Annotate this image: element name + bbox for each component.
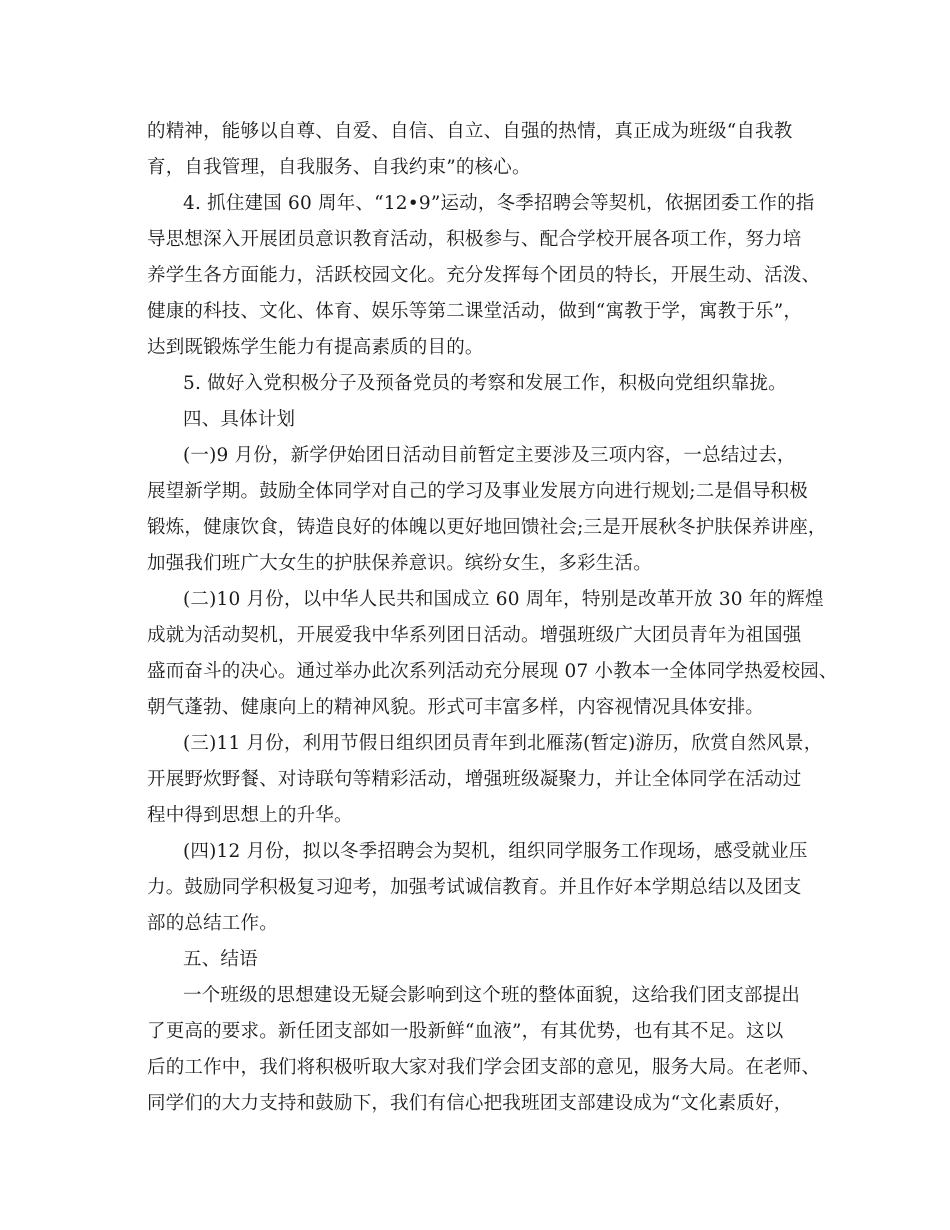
text-line: 同学们的大力支持和鼓励下，我们有信心把我班团支部建设成为“文化素质好， xyxy=(147,1093,793,1114)
text-line: 展望新学期。鼓励全体同学对自己的学习及事业发展方向进行规划;二是倡导积极 xyxy=(147,481,808,502)
text-line: (二)10 月份，以中华人民共和国成立 60 周年，特别是改革开放 30 年的辉煌 xyxy=(183,589,824,610)
text-line: 5. 做好入党积极分子及预备党员的考察和发展工作，积极向党组织靠拢。 xyxy=(183,373,787,394)
text-line: 后的工作中，我们将积极听取大家对我们学会团支部的意见，服务大局。在老师、 xyxy=(147,1057,821,1078)
text-line: (一)9 月份，新学伊始团日活动目前暂定主要涉及三项内容，一总结过去， xyxy=(183,445,796,466)
text-line: 了更高的要求。新任团支部如一股新鲜“血液”，有其优势，也有其不足。这以 xyxy=(147,1021,784,1042)
section-heading: 五、结语 xyxy=(183,949,258,970)
text-line: 力。鼓励同学积极复习迎考，加强考试诚信教育。并且作好本学期总结以及团支 xyxy=(147,877,802,898)
text-line: (四)12 月份，拟以冬季招聘会为契机，组织同学服务工作现场，感受就业压 xyxy=(183,841,808,862)
section-heading: 四、具体计划 xyxy=(183,409,296,430)
text-line: 程中得到思想上的升华。 xyxy=(147,805,353,826)
text-line: 育，自我管理，自我服务、自我约束”的核心。 xyxy=(147,157,531,178)
text-line: 一个班级的思想建设无疑会影响到这个班的整体面貌，这给我们团支部提出 xyxy=(183,985,801,1006)
text-line: 达到既锻炼学生能力有提高素质的目的。 xyxy=(147,337,484,358)
text-line: 健康的科技、文化、体育、娱乐等第二课堂活动，做到“寓教于学，寓教于乐”， xyxy=(147,301,803,322)
text-line: 部的总结工作。 xyxy=(147,913,278,934)
text-line: 成就为活动契机，开展爱我中华系列团日活动。增强班级广大团员青年为祖国强 xyxy=(147,625,802,646)
text-line: 导思想深入开展团员意识教育活动，积极参与、配合学校开展各项工作，努力培 xyxy=(147,229,802,250)
text-line: 养学生各方面能力，活跃校园文化。充分发挥每个团员的特长，开展生动、活泼、 xyxy=(147,265,821,286)
text-line: 盛而奋斗的决心。通过举办此次系列活动充分展现 07 小教本一全体同学热爱校园、 xyxy=(147,661,838,682)
text-line: (三)11 月份，利用节假日组织团员青年到北雁荡(暂定)游历，欣赏自然风景， xyxy=(183,733,823,754)
text-line: 4. 抓住建国 60 周年、“12•9”运动，冬季招聘会等契机，依据团委工作的指 xyxy=(183,193,815,214)
text-line: 的精神，能够以自尊、自爱、自信、自立、自强的热情，真正成为班级“自我教 xyxy=(147,121,793,142)
text-line: 锻炼，健康饮食，铸造良好的体魄以更好地回馈社会;三是开展秋冬护肤保养讲座， xyxy=(147,517,827,538)
text-line: 朝气蓬勃、健康向上的精神风貌。形式可丰富多样，内容视情况具体安排。 xyxy=(147,697,765,718)
text-line: 开展野炊野餐、对诗联句等精彩活动，增强班级凝聚力，并让全体同学在活动过 xyxy=(147,769,802,790)
text-line: 加强我们班广大女生的护肤保养意识。缤纷女生，多彩生活。 xyxy=(147,553,652,574)
